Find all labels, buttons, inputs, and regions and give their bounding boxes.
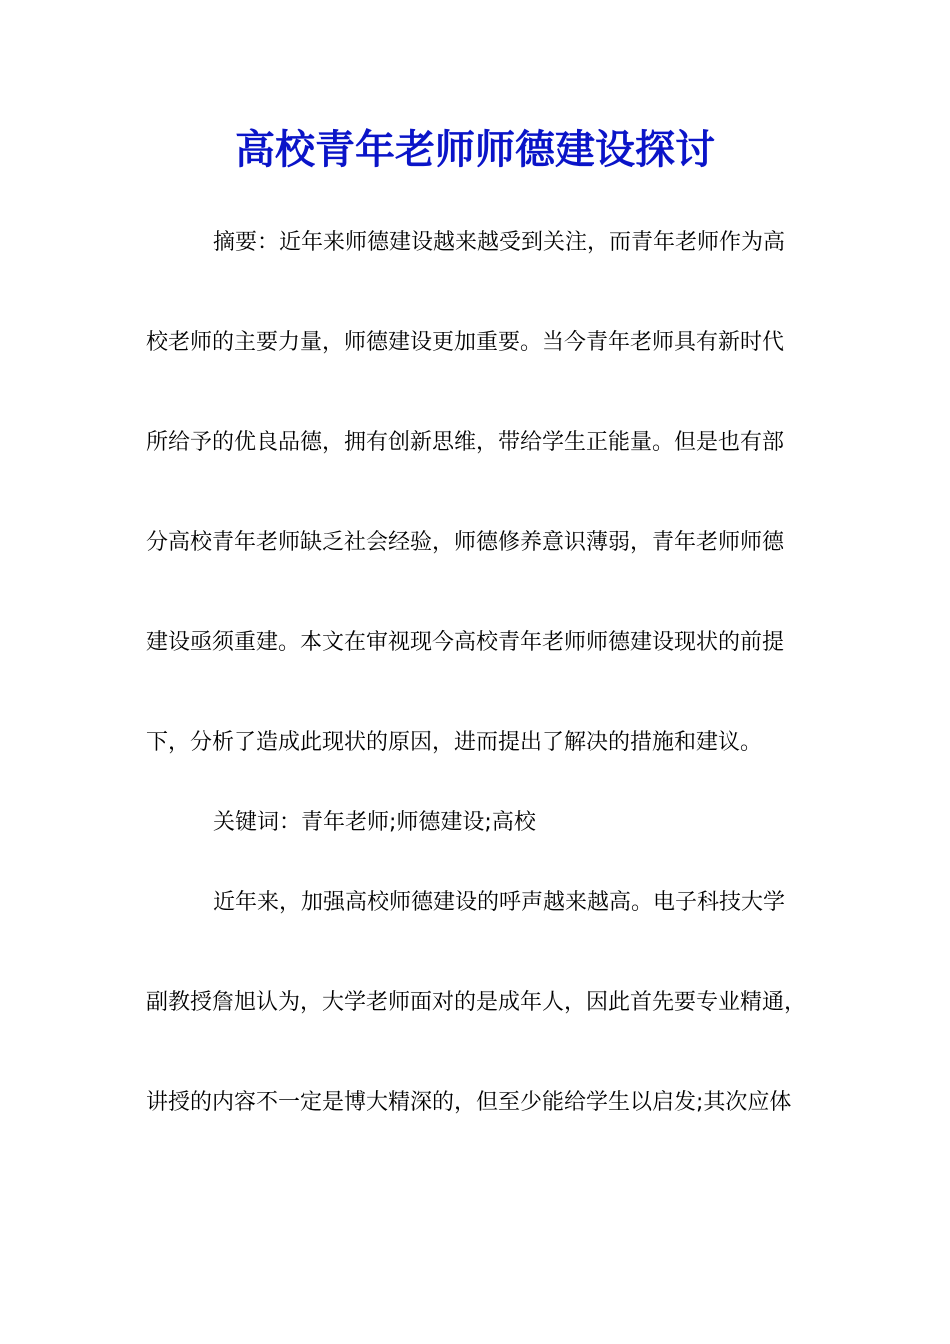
abstract-line-2: 校老师的主要力量，师德建设更加重要。当今青年老师具有新时代: [146, 330, 785, 355]
abstract-line-3: 所给予的优良品德，拥有创新思维，带给学生正能量。但是也有部: [146, 430, 785, 455]
body-line-1: 近年来，加强高校师德建设的呼声越来越高。电子科技大学: [213, 890, 786, 915]
abstract-line-1: 摘要：近年来师德建设越来越受到关注，而青年老师作为高: [213, 230, 786, 255]
abstract-line-5: 建设亟须重建。本文在审视现今高校青年老师师德建设现状的前提: [146, 630, 785, 655]
body-line-2: 副教授詹旭认为，大学老师面对的是成年人，因此首先要专业精通，: [146, 990, 807, 1015]
keywords-line: 关键词：青年老师;师德建设;高校: [213, 810, 536, 835]
abstract-line-6: 下，分析了造成此现状的原因，进而提出了解决的措施和建议。: [146, 730, 763, 755]
body-line-3: 讲授的内容不一定是博大精深的，但至少能给学生以启发;其次应体: [146, 1090, 792, 1115]
document-title: 高校青年老师师德建设探讨: [235, 126, 715, 173]
abstract-line-4: 分高校青年老师缺乏社会经验，师德修养意识薄弱，青年老师师德: [146, 530, 785, 555]
